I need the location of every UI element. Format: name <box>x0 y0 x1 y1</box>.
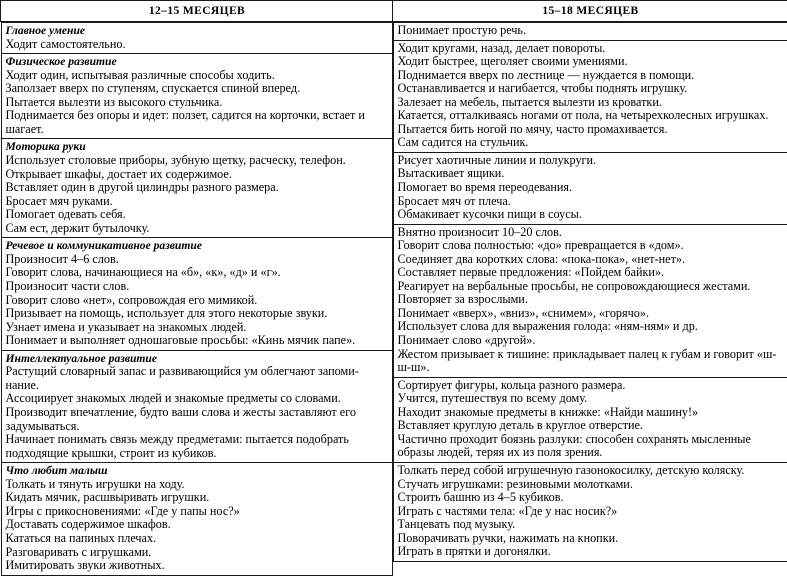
section-title: Физическое развитие <box>6 55 389 69</box>
column-left <box>1 22 393 576</box>
section-line: Строить башню из 4–5 кубиков. <box>398 491 784 505</box>
section-line: Внятно произносит 10–20 слов. <box>398 226 784 240</box>
column-header-12-15-months: 12–15 МЕСЯЦЕВ <box>1 1 393 22</box>
section-line: Бросает мяч руками. <box>6 195 389 209</box>
section-line: Узнает имена и указывает на знакомых людей. <box>6 321 389 335</box>
section-line: Понимает и выполняет одношаговые просьбы: «Кинь мячик папе». <box>6 334 389 348</box>
section-line: Производит впечатление, будто ваши слова и жесты заставляют его задумываться. <box>6 406 389 433</box>
section-line: Катается, отталкиваясь ногами от пола, на четырехколесных игрушках. <box>398 109 784 123</box>
section-cell <box>393 224 787 377</box>
section-line: Залезает на мебель, пытается вылезти из кроватки. <box>398 96 784 110</box>
section-title: Главное умение <box>6 24 389 38</box>
section-line: Поворачивать ручки, нажимать на кнопки. <box>398 532 784 546</box>
section-line: Произносит 4–6 слов. <box>6 253 389 267</box>
section-line: Вставляет круглую деталь в круглое отверстие. <box>398 419 784 433</box>
section-line: Заползает вверх по ступеням, спускается спиной вперед. <box>6 82 389 96</box>
section-line: Игры с прикосновениями: «Где у папы нос?» <box>6 505 389 519</box>
section-line: Составляет первые предложения: «Пойдем байки». <box>398 266 784 280</box>
section-title: Речевое и коммуникативное развитие <box>6 239 389 253</box>
section-cell <box>1 139 392 238</box>
section-cell <box>1 350 392 462</box>
section-line: Обмакивает кусочки пищи в соусы. <box>398 208 784 222</box>
section-line: Учится, путешествуя по всему дому. <box>398 392 784 406</box>
section-line: Понимает «вверх», «вниз», «снимем», «горячо». <box>398 307 784 321</box>
section-line: Танцевать под музыку. <box>398 518 784 532</box>
section-line: Реагирует на вербальные просьбы, не сопровождающиеся жестами. <box>398 280 784 294</box>
section-title: Что любит малыш <box>6 464 389 478</box>
section-cell <box>1 463 392 575</box>
section-title: Интеллектуальное развитие <box>6 352 389 366</box>
section-cell <box>393 462 787 561</box>
section-line: Использует столовые приборы, зубную щетку, расческу, телефон. <box>6 154 389 168</box>
section-line: Начинает понимать связь между предметами: пытается подобрать подходящие крышки, строит из кубиков. <box>6 433 389 460</box>
section-line: Использует слова для выражения голода: «ням-ням» и др. <box>398 320 784 334</box>
section-line: Сортирует фигуры, кольца разного размера. <box>398 379 784 393</box>
section-line: Толкать перед собой игрушечную газонокосилку, детскую коляску. <box>398 464 784 478</box>
section-line: Говорит слова полностью: «до» превращается в «дом». <box>398 239 784 253</box>
section-line: Пытается бить ногой по мячу, часто промахивается. <box>398 123 784 137</box>
section-line: Поднимается без опоры и идет: ползет, садится на корточки, встает и шагает. <box>6 109 389 136</box>
section-line: Сам ест, держит бутылочку. <box>6 222 389 236</box>
section-cell <box>1 54 392 139</box>
column-header-15-18-months: 15–18 МЕСЯЦЕВ <box>393 1 787 22</box>
section-line: Толкать и тянуть игрушки на ходу. <box>6 478 389 492</box>
section-line: Имитировать звуки животных. <box>6 559 389 573</box>
section-line: Останавливается и нагибается, чтобы поднять игрушку. <box>398 82 784 96</box>
section-line: Частично проходит боязнь разлуки: способен сохранять мысленные образы людей, теряя их из поля зрения. <box>398 433 784 460</box>
section-line: Находит знакомые предметы в книжке: «Найди машину!» <box>398 406 784 420</box>
column-right <box>393 22 787 576</box>
section-line: Кидать мячик, расшвыривать игрушки. <box>6 491 389 505</box>
section-line: Повторяет за взрослыми. <box>398 293 784 307</box>
section-line: Открывает шкафы, достает их содержимое. <box>6 168 389 182</box>
section-line: Играть с частями тела: «Где у нас носик?» <box>398 505 784 519</box>
section-title: Моторика руки <box>6 140 389 154</box>
section-line: Призывает на помощь, использует для этого некоторые звуки. <box>6 307 389 321</box>
section-line: Соединяет два коротких слова: «пока-пока», «нет-нет». <box>398 253 784 267</box>
section-line: Ходит кругами, назад, делает повороты. <box>398 42 784 56</box>
section-line: Говорит слово «нет», сопровождая его мимикой. <box>6 294 389 308</box>
section-line: Вытаскивает ящики. <box>398 167 784 181</box>
table-body-row <box>1 22 787 576</box>
table-head <box>1 1 787 22</box>
section-cell <box>1 238 392 350</box>
section-line: Бросает мяч от плеча. <box>398 195 784 209</box>
section-cell <box>393 23 787 41</box>
section-line: Разговаривать с игрушками. <box>6 546 389 560</box>
section-line: Помогает одевать себя. <box>6 208 389 222</box>
section-cell <box>393 40 787 152</box>
section-line: Растущий словарный запас и развивающийся ум облегчают запоми-нание. <box>6 365 389 392</box>
table-body <box>1 22 787 576</box>
section-line: Играть в прятки и догонялки. <box>398 545 784 559</box>
section-line: Понимает слово «другой». <box>398 334 784 348</box>
section-line: Ходит быстрее, щеголяет своими умениями. <box>398 55 784 69</box>
section-line: Стучать игрушками: резиновыми молотками. <box>398 478 784 492</box>
section-line: Жестом призывает к тишине: прикладывает палец к губам и говорит «ш-ш-ш». <box>398 348 784 375</box>
section-line: Ассоциирует знакомых людей и знакомые предметы со словами. <box>6 392 389 406</box>
section-cell <box>1 23 392 54</box>
section-line: Произносит части слов. <box>6 280 389 294</box>
section-line: Поднимается вверх по лестнице — нуждается в помощи. <box>398 69 784 83</box>
section-line: Сам садится на стульчик. <box>398 136 784 150</box>
section-line: Кататься на папиных плечах. <box>6 532 389 546</box>
section-line: Доставать содержимое шкафов. <box>6 518 389 532</box>
section-line: Помогает во время переодевания. <box>398 181 784 195</box>
table-header-row <box>1 1 787 22</box>
section-line: Говорит слова, начинающиеся на «б», «к», «д» и «г». <box>6 266 389 280</box>
section-line: Ходит один, испытывая различные способы ходить. <box>6 69 389 83</box>
section-line: Ходит самостоятельно. <box>6 38 389 52</box>
section-line: Рисует хаотичные линии и полукруги. <box>398 154 784 168</box>
section-line: Вставляет один в другой цилиндры разного размера. <box>6 181 389 195</box>
section-line: Пытается вылезти из высокого стульчика. <box>6 96 389 110</box>
section-line: Понимает простую речь. <box>398 24 784 38</box>
section-cell <box>393 377 787 462</box>
section-cell <box>393 152 787 224</box>
